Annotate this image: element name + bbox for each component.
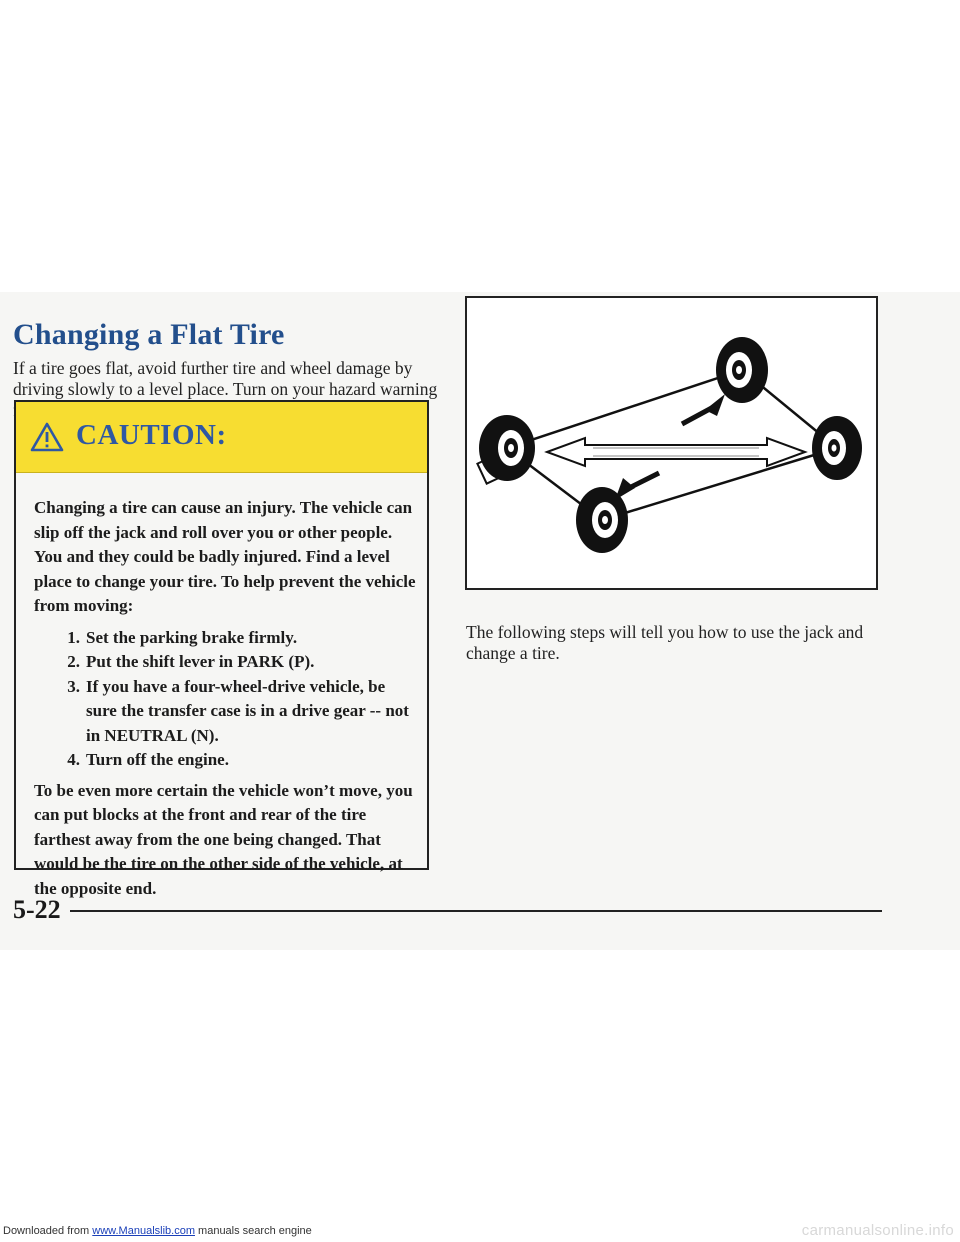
caution-step xyxy=(34,626,419,651)
warning-triangle-icon xyxy=(30,422,64,452)
tire-icon xyxy=(477,415,535,484)
page-title: Changing a Flat Tire xyxy=(13,318,285,351)
caution-step xyxy=(34,650,419,675)
step-number: 2. xyxy=(67,652,80,671)
manualslib-link[interactable]: www.Manualslib.com xyxy=(92,1225,195,1237)
download-source-footer xyxy=(3,1225,312,1237)
page-number: 5-22 xyxy=(13,895,61,924)
step-text: Set the parking brake firmly. xyxy=(86,627,298,647)
caution-step xyxy=(34,748,419,773)
step-text: If you have a four-wheel-drive vehicle, be sure the transfer case is in a drive gear -- not in NEUTRAL (N). xyxy=(86,676,409,745)
tire-rotation-figure xyxy=(465,296,878,590)
caution-steps xyxy=(34,626,419,773)
caution-header xyxy=(16,402,427,473)
caution-paragraph-2: To be even more certain the vehicle won’t move, you can put blocks at the front and rear of the tire farthest away from the one being changed. That would be the tire on the other side of the vehicle, at the opposite end. xyxy=(34,780,413,898)
step-number: 3. xyxy=(67,676,80,696)
step-text: Put the shift lever in PARK (P). xyxy=(86,652,315,671)
caution-step xyxy=(34,675,419,749)
caution-paragraph-1: Changing a tire can cause an injury. The vehicle can slip off the jack and roll over you or other people. You and they could be badly injured. Find a level place to change your tire. To help prevent the vehicle from moving: xyxy=(34,498,416,615)
tire-icon xyxy=(716,337,768,403)
watermark: carmanualsonline.info xyxy=(801,1222,954,1239)
four-tires-diagonal-arrows-illustration xyxy=(467,298,876,588)
footer-divider xyxy=(70,910,882,912)
caution-body xyxy=(34,496,419,901)
step-text: Turn off the engine. xyxy=(86,750,229,769)
tire-icon xyxy=(576,487,628,553)
caution-box xyxy=(14,400,429,898)
step-number: 1. xyxy=(67,627,80,647)
footer-prefix: Downloaded from xyxy=(3,1225,93,1237)
tire-icon xyxy=(812,416,862,480)
intro-paragraph: If a tire goes flat, avoid further tire and wheel damage by driving slowly to a level place. Turn on your hazard warning xyxy=(13,358,438,399)
step-number: 4. xyxy=(67,750,80,769)
caution-heading: CAUTION: xyxy=(76,419,227,451)
steps-intro-paragraph: The following steps will tell you how to use the jack and change a tire. xyxy=(466,622,864,663)
footer-suffix: manuals search engine xyxy=(194,1225,312,1237)
